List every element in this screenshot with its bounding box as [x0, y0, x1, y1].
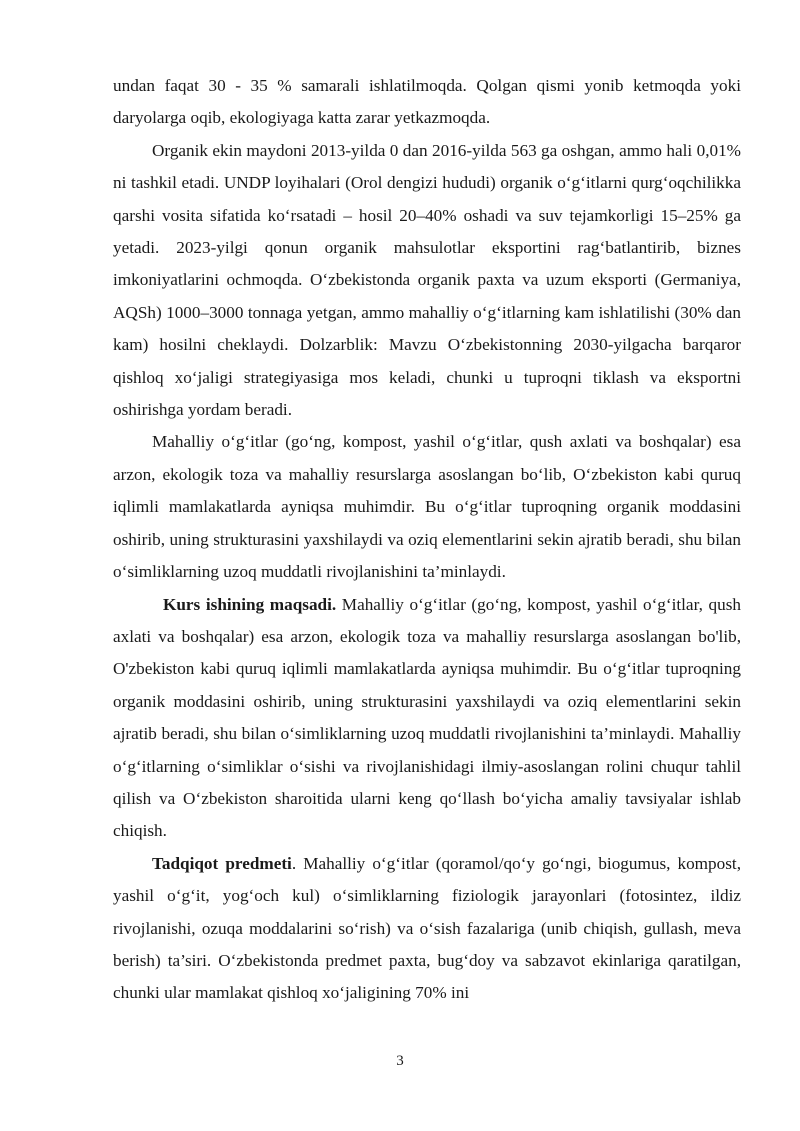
paragraph-text: Mahalliy o‘g‘itlar (go‘ng, kompost, yashil o‘g‘itlar, qush axlati va boshqalar) esa arzon, ekologik toza va mahalliy resurslarga asoslangan bo'lib, O'zbekiston kabi quruq iqlimli mamlakatlarda ayniqsa muhimdir. Bu o‘g‘itlar tuproqning organik moddasini oshirib, uning strukturasini yaxshilaydi va oziq elementlarini sekin ajratib beradi, shu bilan o‘simliklarning uzoq muddatli rivojlanishini ta’minlaydi. Mahalliy o‘g‘itlarning o‘simliklar o‘sishi va rivojlanishidagi ilmiy-asoslangan rolini chuqur tahlil qilish va O‘zbekiston sharoitida ularni keng qo‘llash bo‘yicha amaliy tavsiyalar ishlab chiqish. [113, 594, 741, 841]
paragraph-mahalliy [113, 426, 741, 588]
paragraph-continuation [113, 70, 741, 135]
paragraph-heading: Tadqiqot predmeti [152, 853, 292, 873]
paragraph-heading: Kurs ishining maqsadi. [163, 594, 337, 614]
paragraph-predmet [113, 848, 741, 1010]
paragraph-text: Organik ekin maydoni 2013-yilda 0 dan 2016-yilda 563 ga oshgan, ammo hali 0,01% ni tashkil etadi. UNDP loyihalari (Orol dengizi hududi) organik o‘g‘itlarni qurg‘oqchilikka qarshi vosita sifatida ko‘rsatadi – hosil 20–40% oshadi va suv tejamkorligi 15–25% ga yetadi. 2023-yilgi qonun organik mahsulotlar eksportini rag‘batlantirib, biznes imkoniyatlarini ochmoqda. O‘zbekistonda organik paxta va uzum eksporti (Germaniya, AQSh) 1000–3000 tonnaga yetgan, ammo mahalliy o‘g‘itlarning kam ishlatilishi (30% dan kam) hosilni cheklaydi. Dolzarblik: Mavzu O‘zbekistonning 2030-yilgacha barqaror qishloq xo‘jaligi strategiyasiga mos keladi, chunki u tuproqni tiklash va eksportni oshirishga yordam beradi. [113, 140, 741, 420]
paragraph-maqsad [113, 589, 741, 848]
paragraph-text: undan faqat 30 - 35 % samarali ishlatilmoqda. Qolgan qismi yonib ketmoqda yoki daryolarga oqib, ekologiyaga katta zarar yetkazmoqda. [113, 76, 741, 128]
paragraph-organik [113, 135, 741, 427]
paragraph-text: . Mahalliy o‘g‘itlar (qoramol/qo‘y go‘ngi, biogumus, kompost, yashil o‘g‘it, yog‘och kul) o‘simliklarning fiziologik jarayonlari (fotosintez, ildiz rivojlanishi, ozuqa moddalarini so‘rish) va o‘sish fazalariga (unib chiqish, gullash, meva berish) ta’siri. O‘zbekistonda predmet paxta, bug‘doy va sabzavot ekinlariga qaratilgan, chunki ular mamlakat qishloq xo‘jaligining 70% ini [113, 853, 742, 1003]
document-page [113, 70, 741, 1010]
paragraph-text: Mahalliy o‘g‘itlar (go‘ng, kompost, yashil o‘g‘itlar, qush axlati va boshqalar) esa arzon, ekologik toza va mahalliy resurslarga asoslangan bo‘lib, O‘zbekiston kabi quruq iqlimli mamlakatlarda ayniqsa muhimdir. Bu o‘g‘itlar tuproqning organik moddasini oshirib, uning strukturasini yaxshilaydi va oziq elementlarini sekin ajratib beradi, shu bilan o‘simliklarning uzoq muddatli rivojlanishini ta’minlaydi. [113, 432, 741, 582]
page-number: 3 [396, 1053, 404, 1069]
